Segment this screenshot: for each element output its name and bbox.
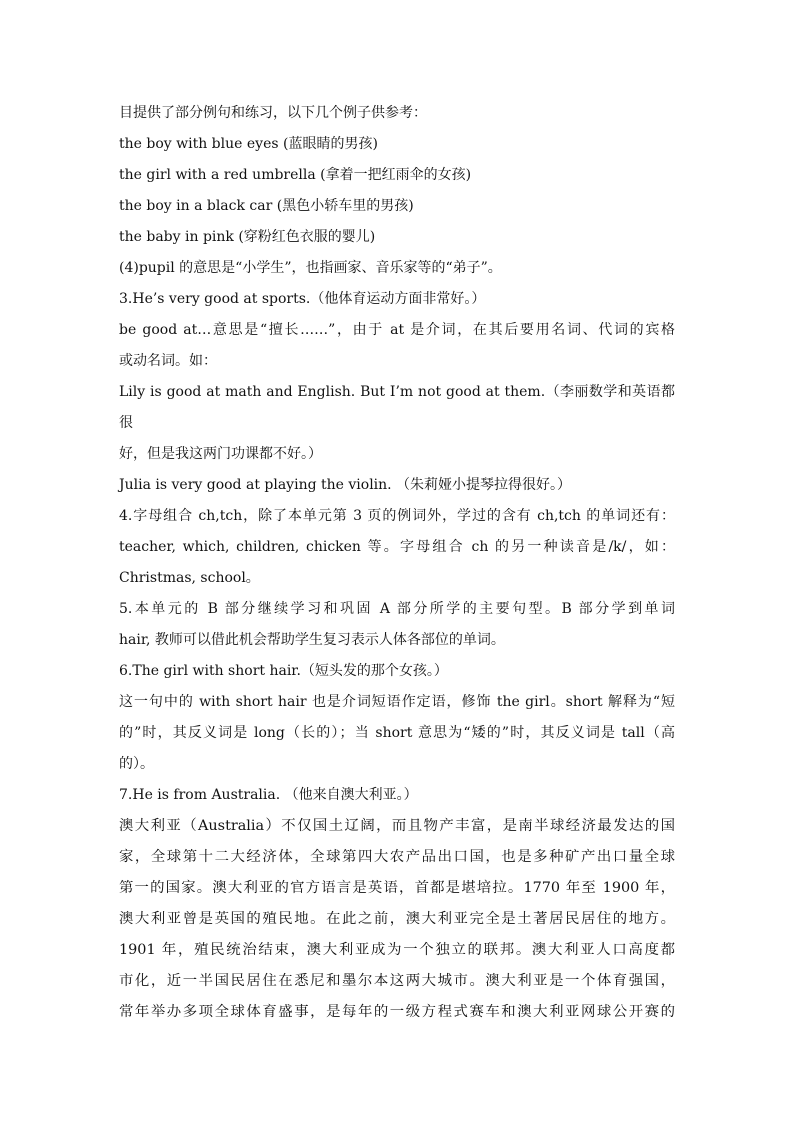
text-line-18: 6.The girl with short hair.（短头发的那个女孩。） bbox=[119, 663, 448, 679]
text-line-23: 澳大利亚（Australia）不仅国土辽阔，而且物产丰富，是南半球经济最发达的国 bbox=[119, 818, 675, 834]
text-line-26: 澳大利亚曾是英国的殖民地。在此之前，澳大利亚完全是土著居民居住的地方。 bbox=[119, 911, 675, 927]
text-line-7: 3.He’s very good at sports.（他体育运动方面非常好。） bbox=[119, 291, 486, 307]
text-line-1: 目提供了部分例句和练习，以下几个例子供参考： bbox=[119, 105, 427, 121]
text-line-8: be good at…意思是“擅长……”，由于 at 是介词，在其后要用名词、代词的宾格 bbox=[119, 322, 675, 338]
text-line-29: 常年举办多项全球体育盛事，是每年的一级方程式赛车和澳大利亚网球公开赛的 bbox=[119, 1004, 675, 1020]
text-line-25: 第一的国家。澳大利亚的官方语言是英语，首都是堪培拉。1770 年至 1900 年， bbox=[119, 880, 675, 896]
text-line-4: the boy in a black car (黑色小轿车里的男孩) bbox=[119, 198, 414, 214]
text-line-19: 这一句中的 with short hair 也是介词短语作定语，修饰 the girl。short 解释为“短 bbox=[119, 694, 675, 710]
text-line-3: the girl with a red umbrella (拿着一把红雨伞的女孩) bbox=[119, 167, 472, 183]
text-line-20: 的”时，其反义词是 long（长的）；当 short 意思为“矮的”时，其反义词是 tall（高 bbox=[119, 725, 675, 741]
text-line-15: Christmas, school。 bbox=[119, 570, 260, 586]
text-line-28: 市化，近一半国民居住在悉尼和墨尔本这两大城市。澳大利亚是一个体育强国， bbox=[119, 973, 675, 989]
text-line-10: Lily is good at math and English. But I’m not good at them.（李丽数学和英语都很 bbox=[119, 384, 675, 431]
text-line-12: Julia is very good at playing the violin. （朱莉娅小提琴拉得很好。） bbox=[119, 477, 572, 493]
text-line-5: the baby in pink (穿粉红色衣服的婴儿) bbox=[119, 229, 376, 245]
text-line-6: (4)pupil 的意思是“小学生”，也指画家、音乐家等的“弟子”。 bbox=[119, 260, 502, 276]
text-line-13: 4.字母组合 ch,tch，除了本单元第 3 页的例词外，学过的含有 ch,tch 的单词还有： bbox=[119, 508, 675, 524]
text-line-17: hair, 教师可以借此机会帮助学生复习表示人体各部位的单词。 bbox=[119, 632, 505, 648]
text-line-11: 好，但是我这两门功课都不好。） bbox=[119, 446, 322, 462]
text-line-22: 7.He is from Australia. （他来自澳大利亚。） bbox=[119, 787, 418, 803]
text-line-2: the boy with blue eyes (蓝眼睛的男孩) bbox=[119, 136, 378, 152]
text-line-9: 或动名词。如： bbox=[119, 353, 217, 369]
document-body bbox=[119, 98, 675, 1028]
text-line-14: teacher, which, children, chicken 等。字母组合 ch 的另一种读音是/k/，如： bbox=[119, 539, 675, 555]
text-line-16: 5.本单元的 B 部分继续学习和巩固 A 部分所学的主要句型。B 部分学到单词 bbox=[119, 601, 675, 617]
text-line-21: 的）。 bbox=[119, 756, 154, 772]
text-line-27: 1901 年，殖民统治结束，澳大利亚成为一个独立的联邦。澳大利亚人口高度都 bbox=[119, 942, 675, 958]
text-line-24: 家，全球第十二大经济体，全球第四大农产品出口国，也是多种矿产出口量全球 bbox=[119, 849, 675, 865]
